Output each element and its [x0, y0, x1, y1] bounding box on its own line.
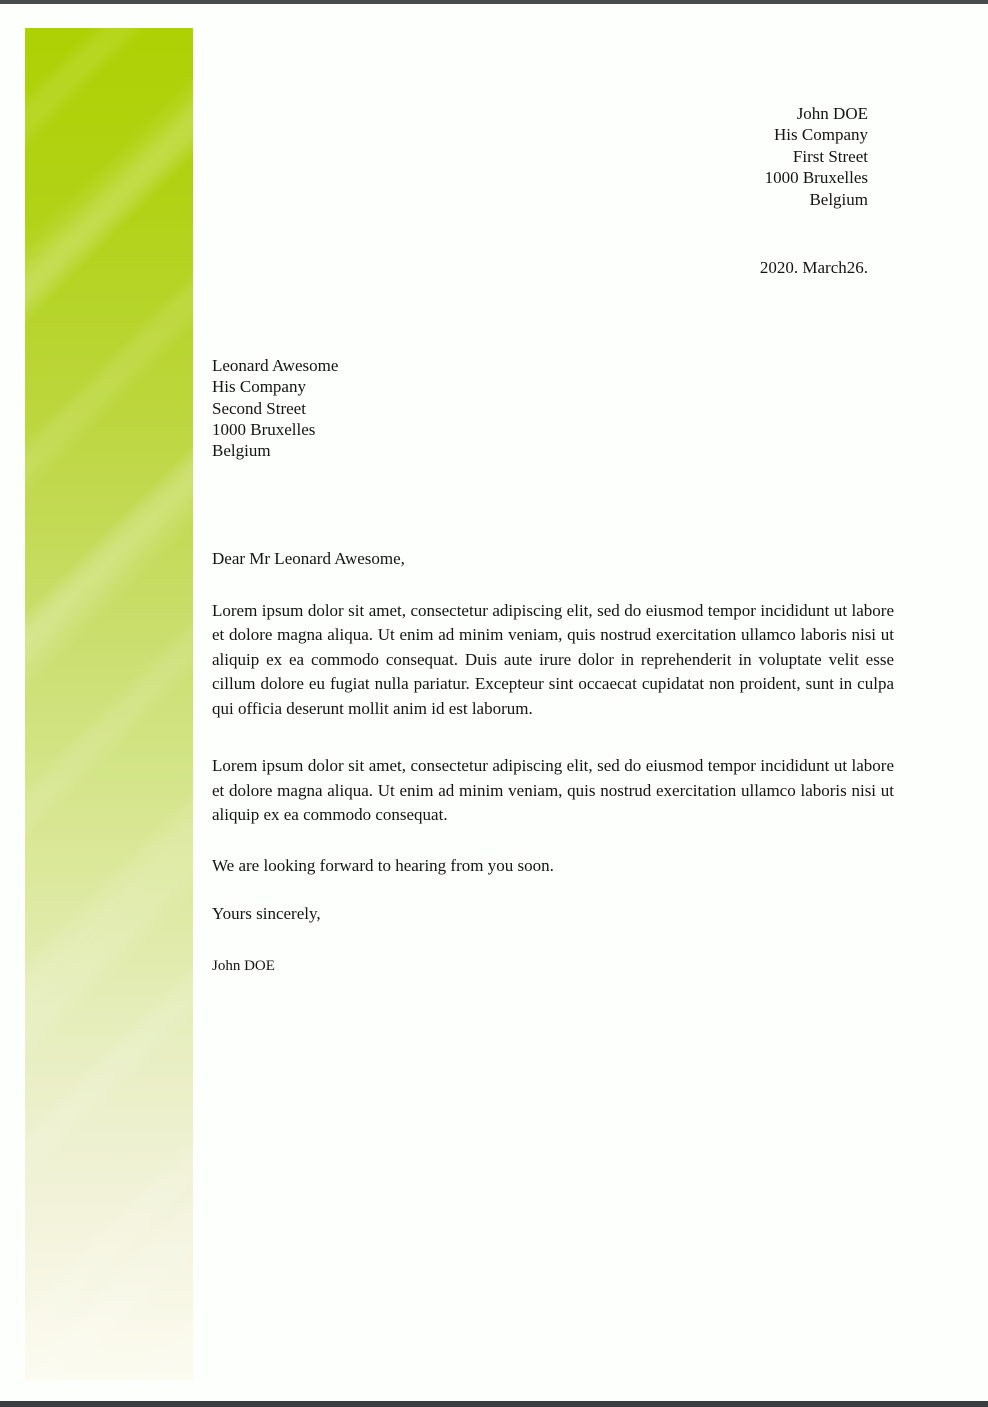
valediction: Yours sincerely,	[212, 904, 321, 923]
letter-body	[212, 547, 894, 978]
closing-line: We are looking forward to hearing from you soon.	[212, 855, 554, 875]
decorative-green-gradient-bar	[25, 28, 193, 1380]
body-paragraph: Lorem ipsum dolor sit amet, consectetur adipiscing elit, sed do eiusmod tempor incididunt ut labore et dolore magna aliqua. Ut enim ad minim veniam, quis nostrud exercitation ullamco laboris nisi ut aliquip ex ea commodo consequat. Duis aute irure dolor in reprehenderit in voluptate velit esse cillum dolore eu fugiat nulla pariatur. Excepteur sint occaecat cupidatat non proident, sunt in culpa qui officia deserunt mollit anim id est laborum.	[212, 600, 894, 718]
recipient-name: Leonard Awesome	[212, 356, 339, 375]
letter-date: 2020. March26.	[759, 258, 868, 277]
sender-address-block	[765, 103, 868, 210]
salutation: Dear Mr Leonard Awesome,	[212, 549, 405, 568]
recipient-city: 1000 Bruxelles	[212, 419, 316, 439]
page-top-edge	[0, 0, 988, 4]
sender-name: John DOE	[796, 104, 868, 123]
recipient-company: His Company	[212, 377, 306, 397]
recipient-street: Second Street	[212, 398, 306, 418]
sender-country: Belgium	[809, 189, 868, 209]
body-paragraph: Lorem ipsum dolor sit amet, consectetur adipiscing elit, sed do eiusmod tempor incididunt ut labore et dolore magna aliqua. Ut enim ad minim veniam, quis nostrud exercitation ullamco laboris nisi ut aliquip ex ea commodo consequat.	[212, 756, 894, 824]
recipient-address-block	[212, 355, 338, 461]
sender-city: 1000 Bruxelles	[764, 168, 868, 188]
recipient-country: Belgium	[212, 441, 271, 461]
page-bottom-edge	[0, 1401, 988, 1407]
signature-name: John DOE	[212, 957, 275, 974]
sender-company: His Company	[774, 125, 868, 145]
sender-street: First Street	[792, 146, 868, 166]
